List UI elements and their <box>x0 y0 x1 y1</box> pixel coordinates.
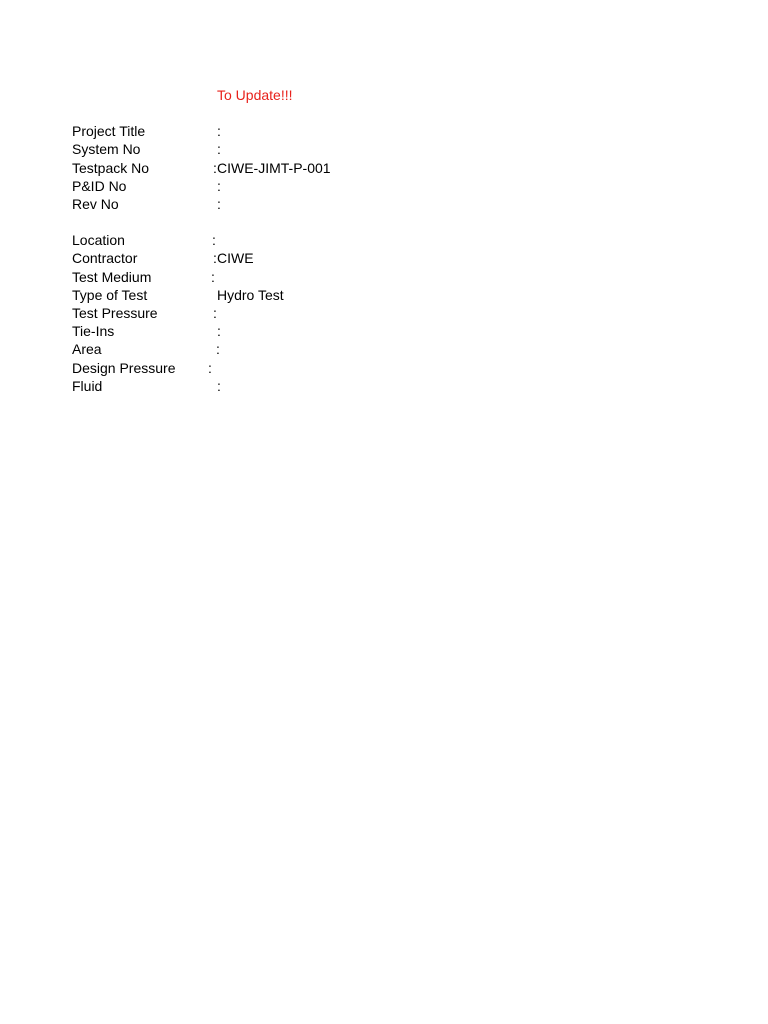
field-row-area <box>0 340 768 358</box>
field-row-location <box>0 231 768 249</box>
field-row-test-pressure <box>0 304 768 322</box>
field-label: Project Title <box>72 123 146 139</box>
field-separator: : <box>211 269 215 285</box>
field-row-tie-ins <box>0 322 768 340</box>
field-label: Test Medium <box>72 269 152 285</box>
field-value: Hydro Test <box>217 287 284 303</box>
field-separator: : <box>213 305 217 321</box>
field-separator: : <box>213 160 217 176</box>
field-separator: : <box>217 141 221 157</box>
field-row-design-pressure <box>0 359 768 377</box>
field-label: Location <box>72 232 125 248</box>
field-label: Area <box>72 341 102 357</box>
field-row-test-medium <box>0 268 768 286</box>
field-label: System No <box>72 141 141 157</box>
field-separator: : <box>217 178 221 194</box>
field-label: Test Pressure <box>72 305 158 321</box>
field-row-pid-no <box>0 177 768 195</box>
field-label: P&ID No <box>72 178 127 194</box>
field-value: CIWE <box>217 250 254 266</box>
field-row-testpack-no <box>0 159 768 177</box>
field-separator: : <box>217 378 221 394</box>
field-label: Rev No <box>72 196 119 212</box>
field-separator: : <box>208 360 212 376</box>
field-separator: : <box>213 250 217 266</box>
field-label: Testpack No <box>72 160 150 176</box>
field-row-type-of-test <box>0 286 768 304</box>
update-note: To Update!!! <box>217 87 293 103</box>
field-value: CIWE-JIMT-P-001 <box>217 160 331 176</box>
field-separator: : <box>216 341 220 357</box>
field-row-rev-no <box>0 195 768 213</box>
field-separator: : <box>217 196 221 212</box>
field-separator: : <box>217 323 221 339</box>
field-row-system-no <box>0 140 768 158</box>
field-label: Fluid <box>72 378 103 394</box>
field-row-contractor <box>0 249 768 267</box>
field-label: Type of Test <box>72 287 148 303</box>
field-separator: : <box>217 123 221 139</box>
field-label: Contractor <box>72 250 138 266</box>
field-row-fluid <box>0 377 768 395</box>
field-label: Design Pressure <box>72 360 176 376</box>
field-label: Tie-Ins <box>72 323 115 339</box>
field-row-project-title <box>0 122 768 140</box>
field-separator: : <box>212 232 216 248</box>
